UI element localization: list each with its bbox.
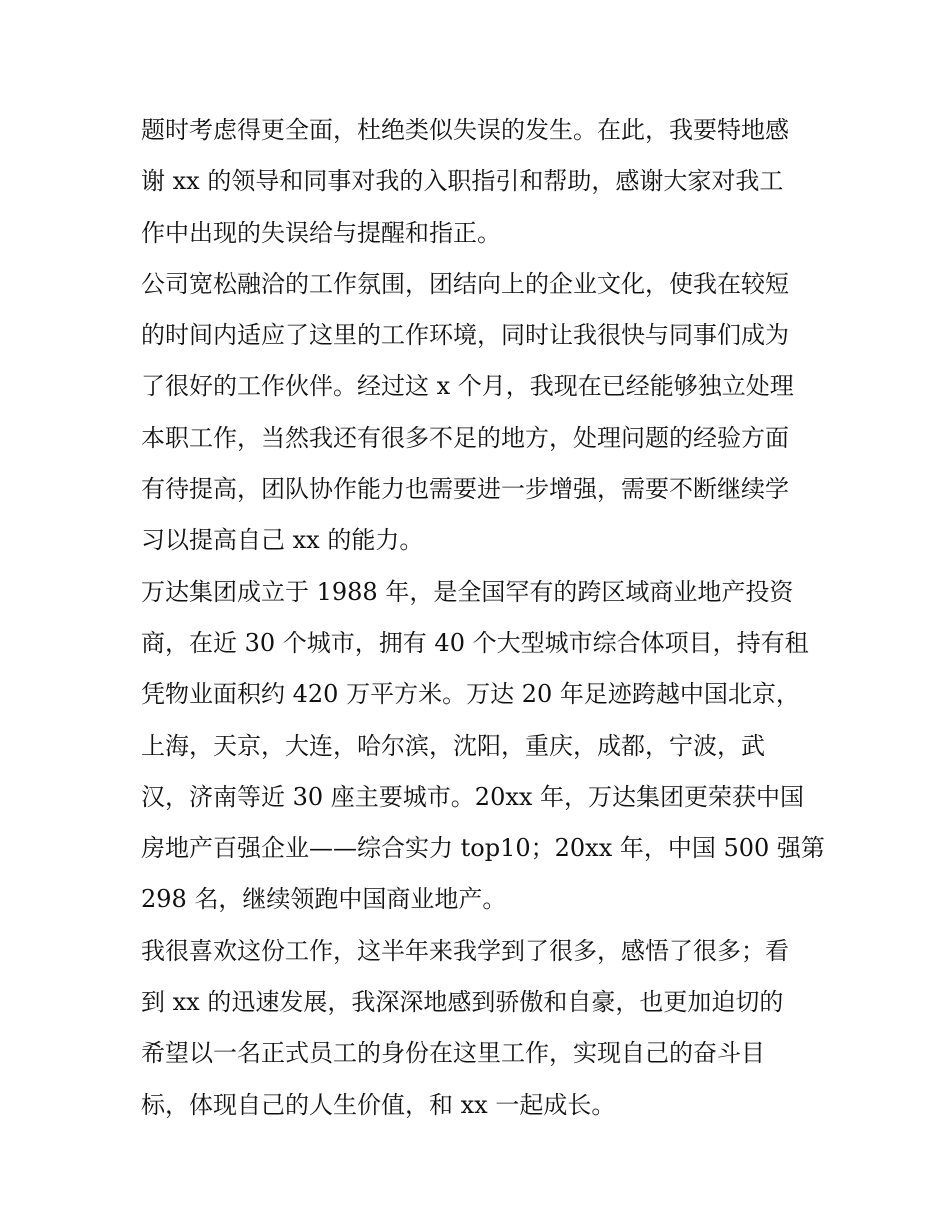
text-line: 我很喜欢这份工作，这半年来我学到了很多，感悟了很多；看 bbox=[141, 936, 789, 965]
text-line: 了很好的工作伙伴。经过这 x 个月，我现在已经能够独立处理 bbox=[141, 372, 794, 401]
text-line: 本职工作，当然我还有很多不足的地方，处理问题的经验方面 bbox=[141, 423, 789, 452]
text-line: 商，在近 30 个城市，拥有 40 个大型城市综合体项目，持有租 bbox=[141, 628, 809, 657]
text-line: 凭物业面积约 420 万平方米。万达 20 年足迹跨越中国北京， bbox=[141, 680, 800, 709]
text-line: 谢 xx 的领导和同事对我的入职指引和帮助，感谢大家对我工 bbox=[141, 167, 784, 196]
document-body bbox=[141, 105, 825, 1131]
text-line: 标，体现自己的人生价值，和 xx 一起成长。 bbox=[141, 1090, 616, 1119]
text-line: 298 名，继续领跑中国商业地产。 bbox=[141, 885, 507, 914]
text-line: 的时间内适应了这里的工作环境，同时让我很快与同事们成为 bbox=[141, 321, 789, 350]
text-line: 公司宽松融洽的工作氛围，团结向上的企业文化，使我在较短 bbox=[141, 269, 789, 298]
text-line: 希望以一名正式员工的身份在这里工作，实现自己的奋斗目 bbox=[141, 1039, 765, 1068]
text-line: 作中出现的失误给与提醒和指正。 bbox=[141, 218, 501, 247]
text-line: 有待提高，团队协作能力也需要进一步增强，需要不断继续学 bbox=[141, 475, 789, 504]
text-line: 到 xx 的迅速发展，我深深地感到骄傲和自豪，也更加迫切的 bbox=[141, 988, 784, 1017]
text-line: 万达集团成立于 1988 年，是全国罕有的跨区域商业地产投资 bbox=[141, 577, 794, 606]
text-line: 房地产百强企业——综合实力 top10；20xx 年，中国 500 强第 bbox=[141, 834, 825, 863]
text-line: 汉，济南等近 30 座主要城市。20xx 年，万达集团更荣获中国 bbox=[141, 782, 805, 811]
text-line: 题时考虑得更全面，杜绝类似失误的发生。在此，我要特地感 bbox=[141, 116, 789, 144]
text-line: 上海，天京，大连，哈尔滨，沈阳，重庆，成都，宁波，武 bbox=[141, 731, 765, 760]
text-line: 习以提高自己 xx 的能力。 bbox=[141, 526, 424, 555]
